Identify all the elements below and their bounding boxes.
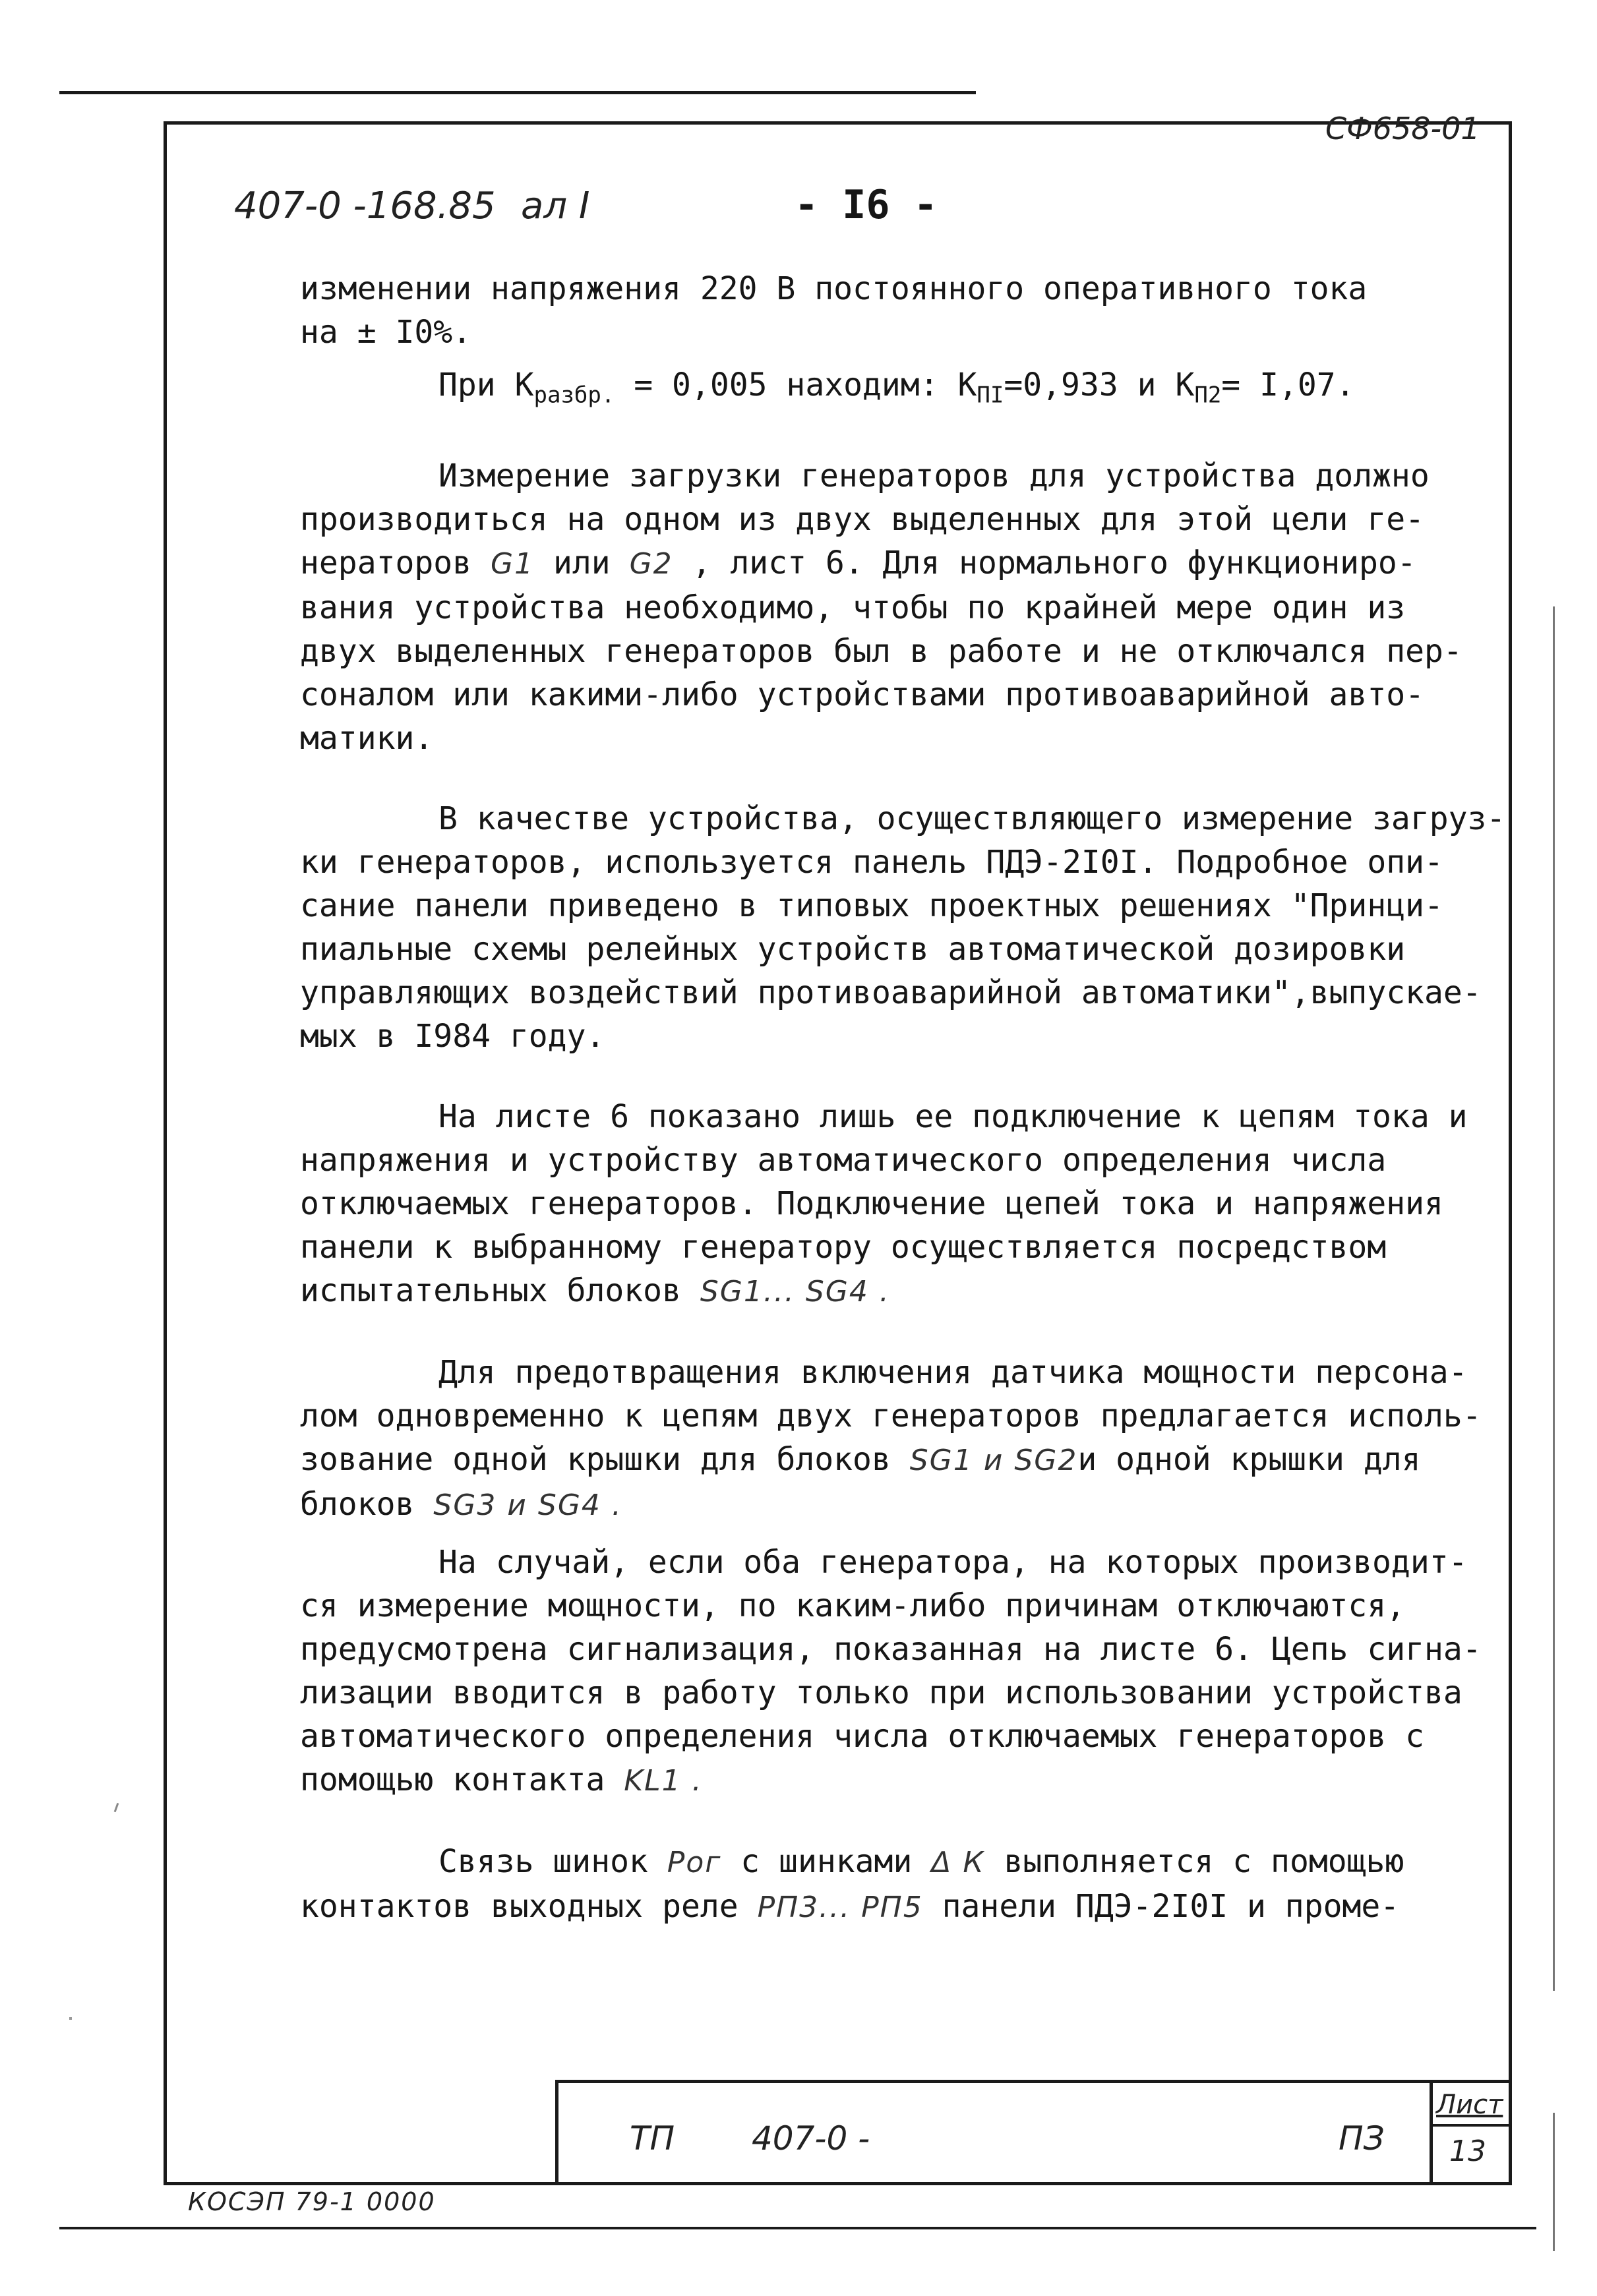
paragraph-line: лом одновременно к цепям двух генераторов предлагается исполь- [300, 1397, 1482, 1434]
sheet-label: Лист [1436, 2090, 1503, 2120]
right-edge-mark-2 [1553, 2113, 1555, 2251]
paragraph-line: нераторов G1 или G2 , лист 6. Для нормального функциониро- [300, 544, 1416, 581]
title-number: 407-0 - [752, 2119, 870, 2158]
paragraph-line: На листе 6 показано лишь ее подключение к цепям тока и [438, 1098, 1468, 1135]
paragraph-line: ки генераторов, используется панель ПДЭ-2I0I. Подробное опи- [300, 843, 1443, 881]
paragraph-line: испытательных блоков SG1... SG4 . [300, 1272, 890, 1309]
paragraph-line: Для предотвращения включения датчика мощности персона- [438, 1353, 1468, 1391]
title-block-left [555, 2080, 558, 2184]
paragraph-line: помощью контакта KL1 . [300, 1761, 703, 1798]
paragraph-line: вания устройства необходимо, чтобы по крайней мере один из [300, 589, 1406, 626]
top-margin-line [59, 91, 976, 94]
page-number: - I6 - [795, 182, 938, 228]
doc-code: СФ658-01 [1325, 111, 1480, 146]
paragraph-line: предусмотрена сигнализация, показанная на листе 6. Цепь сигна- [300, 1630, 1482, 1668]
footer-stamp: КОСЭП 79-1 0000 [188, 2187, 436, 2216]
paragraph-line: пиальные схемы релейных устройств автоматической дозировки [300, 930, 1406, 968]
formula-line: При $К_{разбр.} = 0,005$ находим: $К_{ПI}=0,933$ и $К_{П2}= I,07$. [438, 367, 1355, 409]
paragraph-line: производиться на одном из двух выделенных для этой цели ге- [300, 500, 1425, 538]
paragraph-line: матики. [300, 719, 434, 757]
document-body [300, 267, 1507, 1929]
title-block-top [555, 2080, 1512, 2083]
paragraph-line: соналом или какими-либо устройствами противоаварийной авто- [300, 676, 1425, 713]
frame-bottom [164, 2182, 1512, 2185]
sheet-number: 13 [1449, 2134, 1486, 2168]
paragraph-line: сание панели приведено в типовых проектных решениях "Принци- [300, 887, 1443, 924]
project-ref: 407-0 -168.85 [234, 185, 496, 227]
paragraph-line: лизации вводится в работу только при использовании устройства [300, 1674, 1462, 1711]
paragraph-line: Измерение загрузки генераторов для устройства должно [438, 457, 1430, 494]
text-line: на ± I0%. [300, 314, 472, 351]
title-block-sheet-hline [1430, 2124, 1512, 2127]
paragraph-line: блоков SG3 и SG4 . [300, 1485, 622, 1523]
frame-right [1509, 121, 1512, 2185]
paragraph-line: контактов выходных реле РП3... РП5 панели ПДЭ-2I0I и проме- [300, 1887, 1400, 1925]
paragraph-line: В качестве устройства, осуществляющего измерение загруз- [438, 800, 1506, 837]
scan-speck [114, 1803, 119, 1812]
paragraph-line: управляющих воздействий противоаварийной автоматики",выпускае- [300, 974, 1482, 1011]
paragraph-line: зование одной крышки для блоков SG1 и SG2и одной крышки для [300, 1440, 1421, 1478]
right-edge-mark [1553, 606, 1555, 1991]
paragraph-line: панели к выбранному генератору осуществляется посредством [300, 1228, 1387, 1266]
scan-speck [69, 2017, 72, 2020]
paragraph-line: На случай, если оба генератора, на которых производит- [438, 1543, 1468, 1581]
title-tp: ТП [630, 2119, 675, 2158]
paragraph-line: двух выделенных генераторов был в работе и не отключался пер- [300, 632, 1462, 670]
paragraph-line: отключаемых генераторов. Подключение цепей тока и напряжения [300, 1185, 1443, 1222]
paragraph-line: напряжения и устройству автоматического определения числа [300, 1141, 1387, 1179]
paragraph-line: Связь шинок Рог с шинками Δ К выполняется с помощью [438, 1842, 1404, 1880]
frame-top [164, 121, 1512, 125]
frame-left [164, 121, 167, 2185]
bottom-margin-line [59, 2227, 1536, 2229]
text-line: изменении напряжения 220 В постоянного оперативного тока [300, 270, 1368, 307]
paragraph-line: мых в I984 году. [300, 1017, 605, 1055]
paragraph-line: ся измерение мощности, по каким-либо причинам отключаются, [300, 1587, 1406, 1624]
title-block-sheet-divider [1430, 2080, 1433, 2184]
album-label: ал I [521, 185, 590, 227]
title-pz: ПЗ [1339, 2119, 1385, 2158]
paragraph-line: автоматического определения числа отключаемых генераторов с [300, 1717, 1425, 1755]
